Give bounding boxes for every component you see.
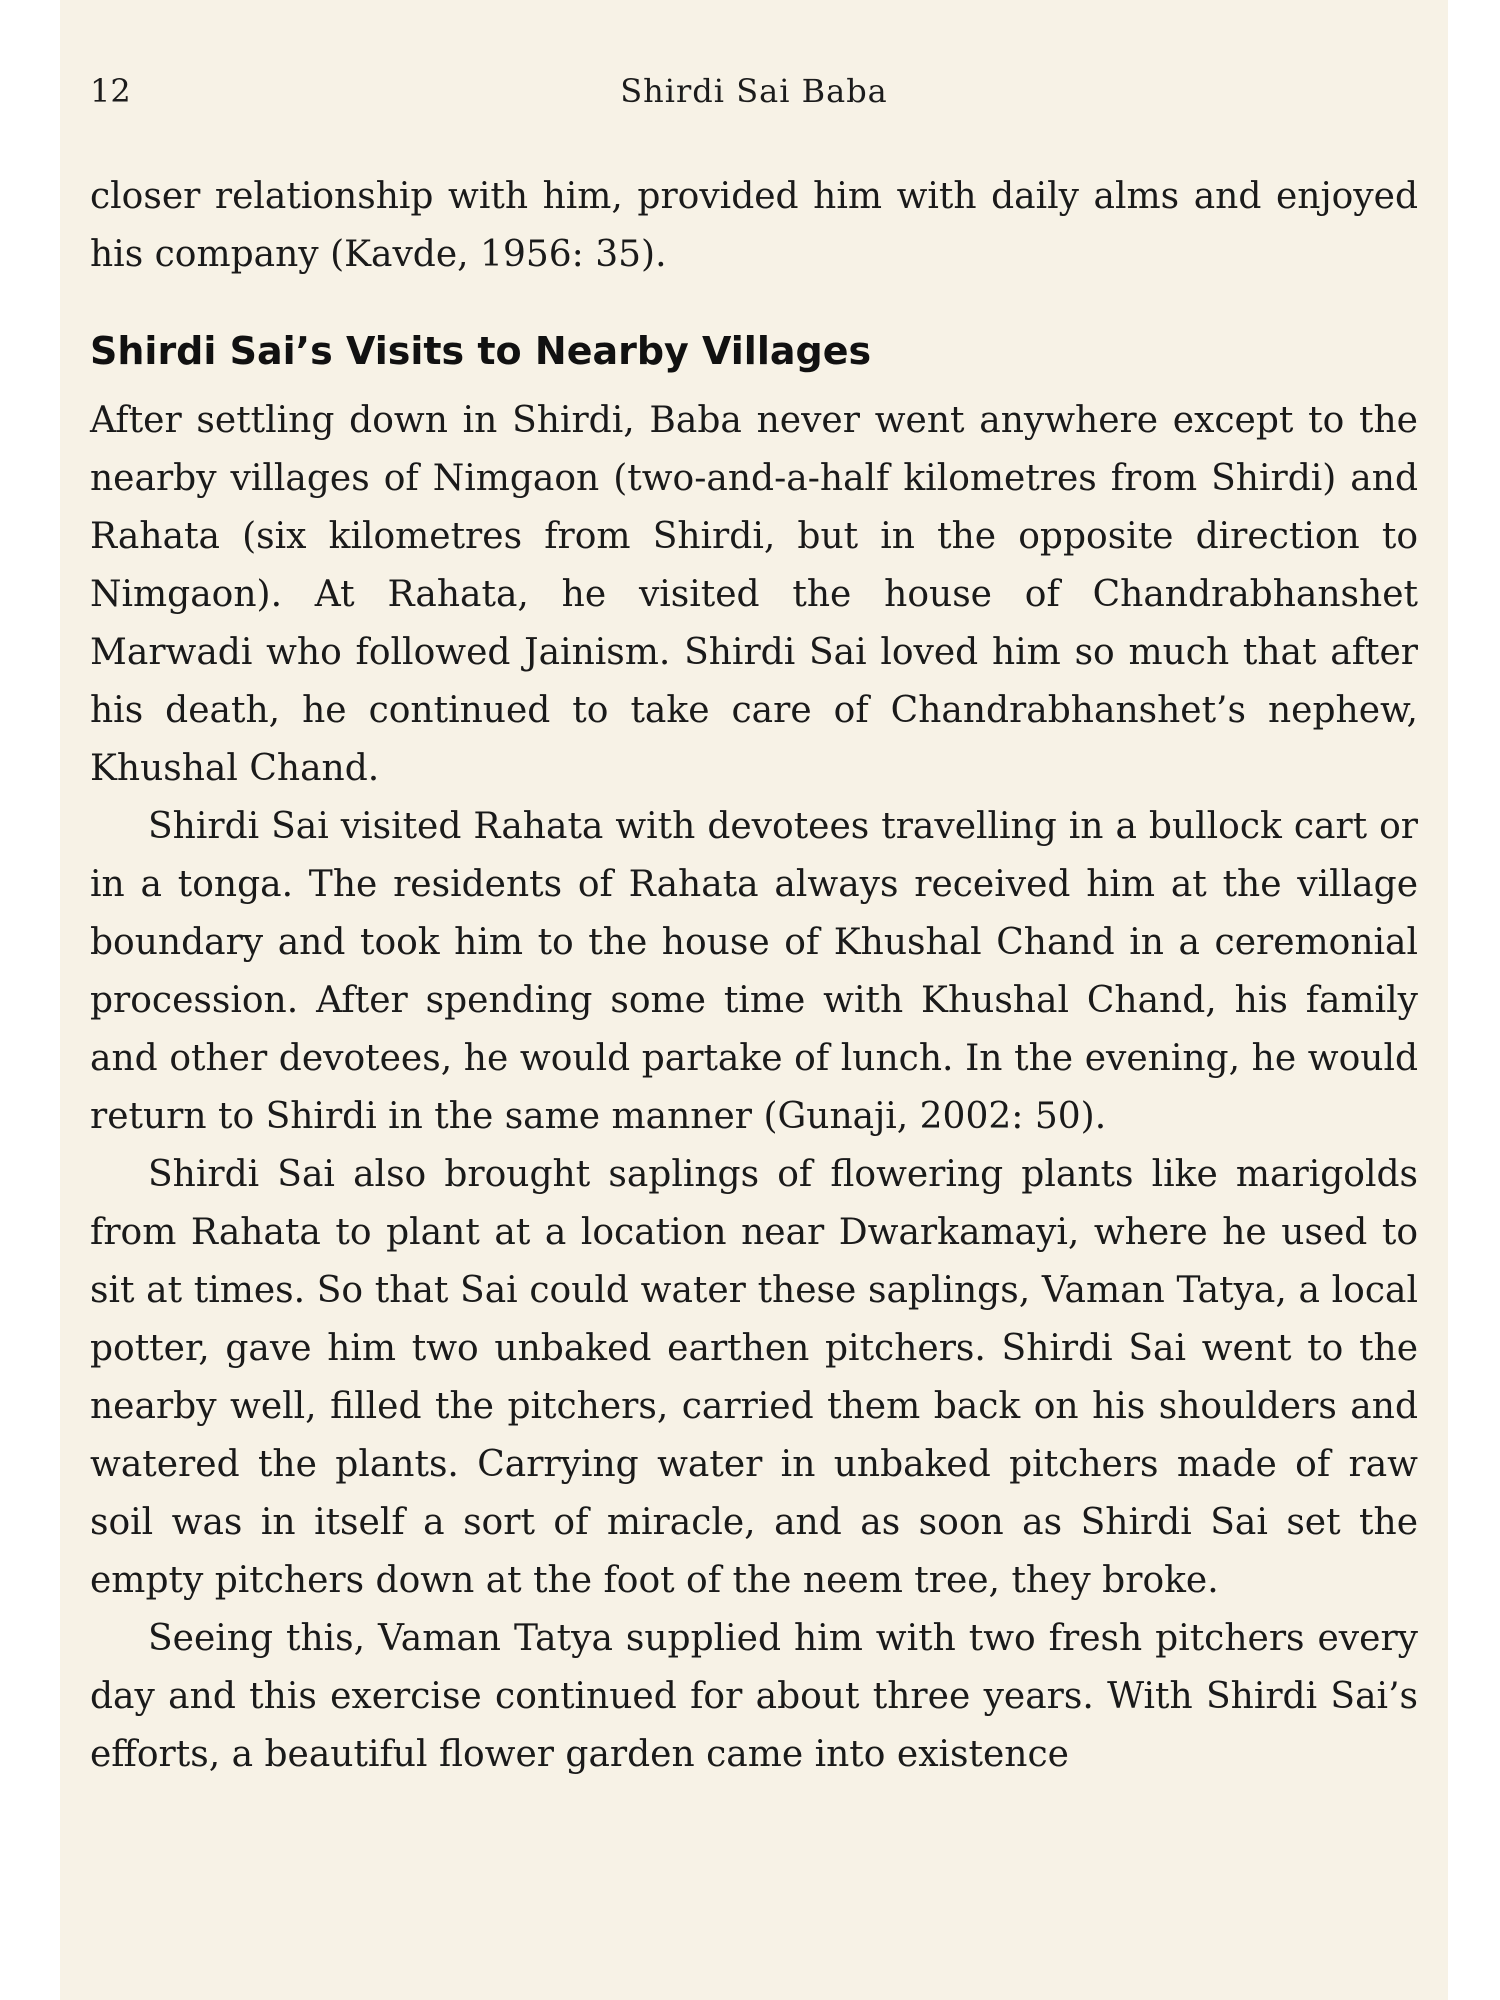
- paragraph-saplings: Shirdi Sai also brought saplings of flowering plants like marigolds from Rahata to plant at a location near Dwarkamayi, where he used to sit at times. So that Sai could water these saplings, Vaman Tatya, a local potter, gave him two unbaked earthen pitchers. Shirdi Sai went to the nearby well, filled the pitchers, carried them back on his shoulders and watered the plants. Carrying water in unbaked pitchers made of raw soil was in itself a sort of miracle, and as soon as Shirdi Sai set the empty pitchers down at the foot of the neem tree, they broke.: [90, 1154, 1418, 1601]
- paragraph-rahata-visits: Shirdi Sai visited Rahata with devotees travelling in a bullock cart or in a tonga. The residents of Rahata always received him at the village boundary and took him to the house of Khushal Chand in a ceremonial procession. After spending some time with Khushal Chand, his family and other devotees, he would partake of lunch. In the evening, he would return to Shirdi in the same manner (Gunaji, 2002: 50).: [90, 806, 1418, 1137]
- paragraph-fresh-pitchers: Seeing this, Vaman Tatya supplied him with two fresh pitchers every day and this exercise continued for about three years. With Shirdi Sai’s efforts, a beautiful flower garden came into existence: [90, 1618, 1418, 1775]
- running-title: Shirdi Sai Baba: [620, 72, 888, 110]
- intro-paragraph: closer relationship with him, provided him with daily alms and enjoyed his company (Kavde, 1956: 35).: [90, 176, 1418, 275]
- section-heading: Shirdi Sai’s Visits to Nearby Villages: [90, 329, 872, 373]
- book-page: [60, 0, 1448, 2000]
- page-body: [90, 168, 1418, 1784]
- paragraph-settling: After settling down in Shirdi, Baba never went anywhere except to the nearby villages of Nimgaon (two-and-a-half kilometres from Shirdi) and Rahata (six kilometres from Shirdi, but in the opposite direction to Nimgaon). At Rahata, he visited the house of Chandrabhanshet Marwadi who followed Jainism. Shirdi Sai loved him so much that after his death, he continued to take care of Chandrabhanshet’s nephew, Khushal Chand.: [90, 400, 1418, 789]
- page-header: [90, 72, 1418, 112]
- page-number: 12: [90, 72, 131, 110]
